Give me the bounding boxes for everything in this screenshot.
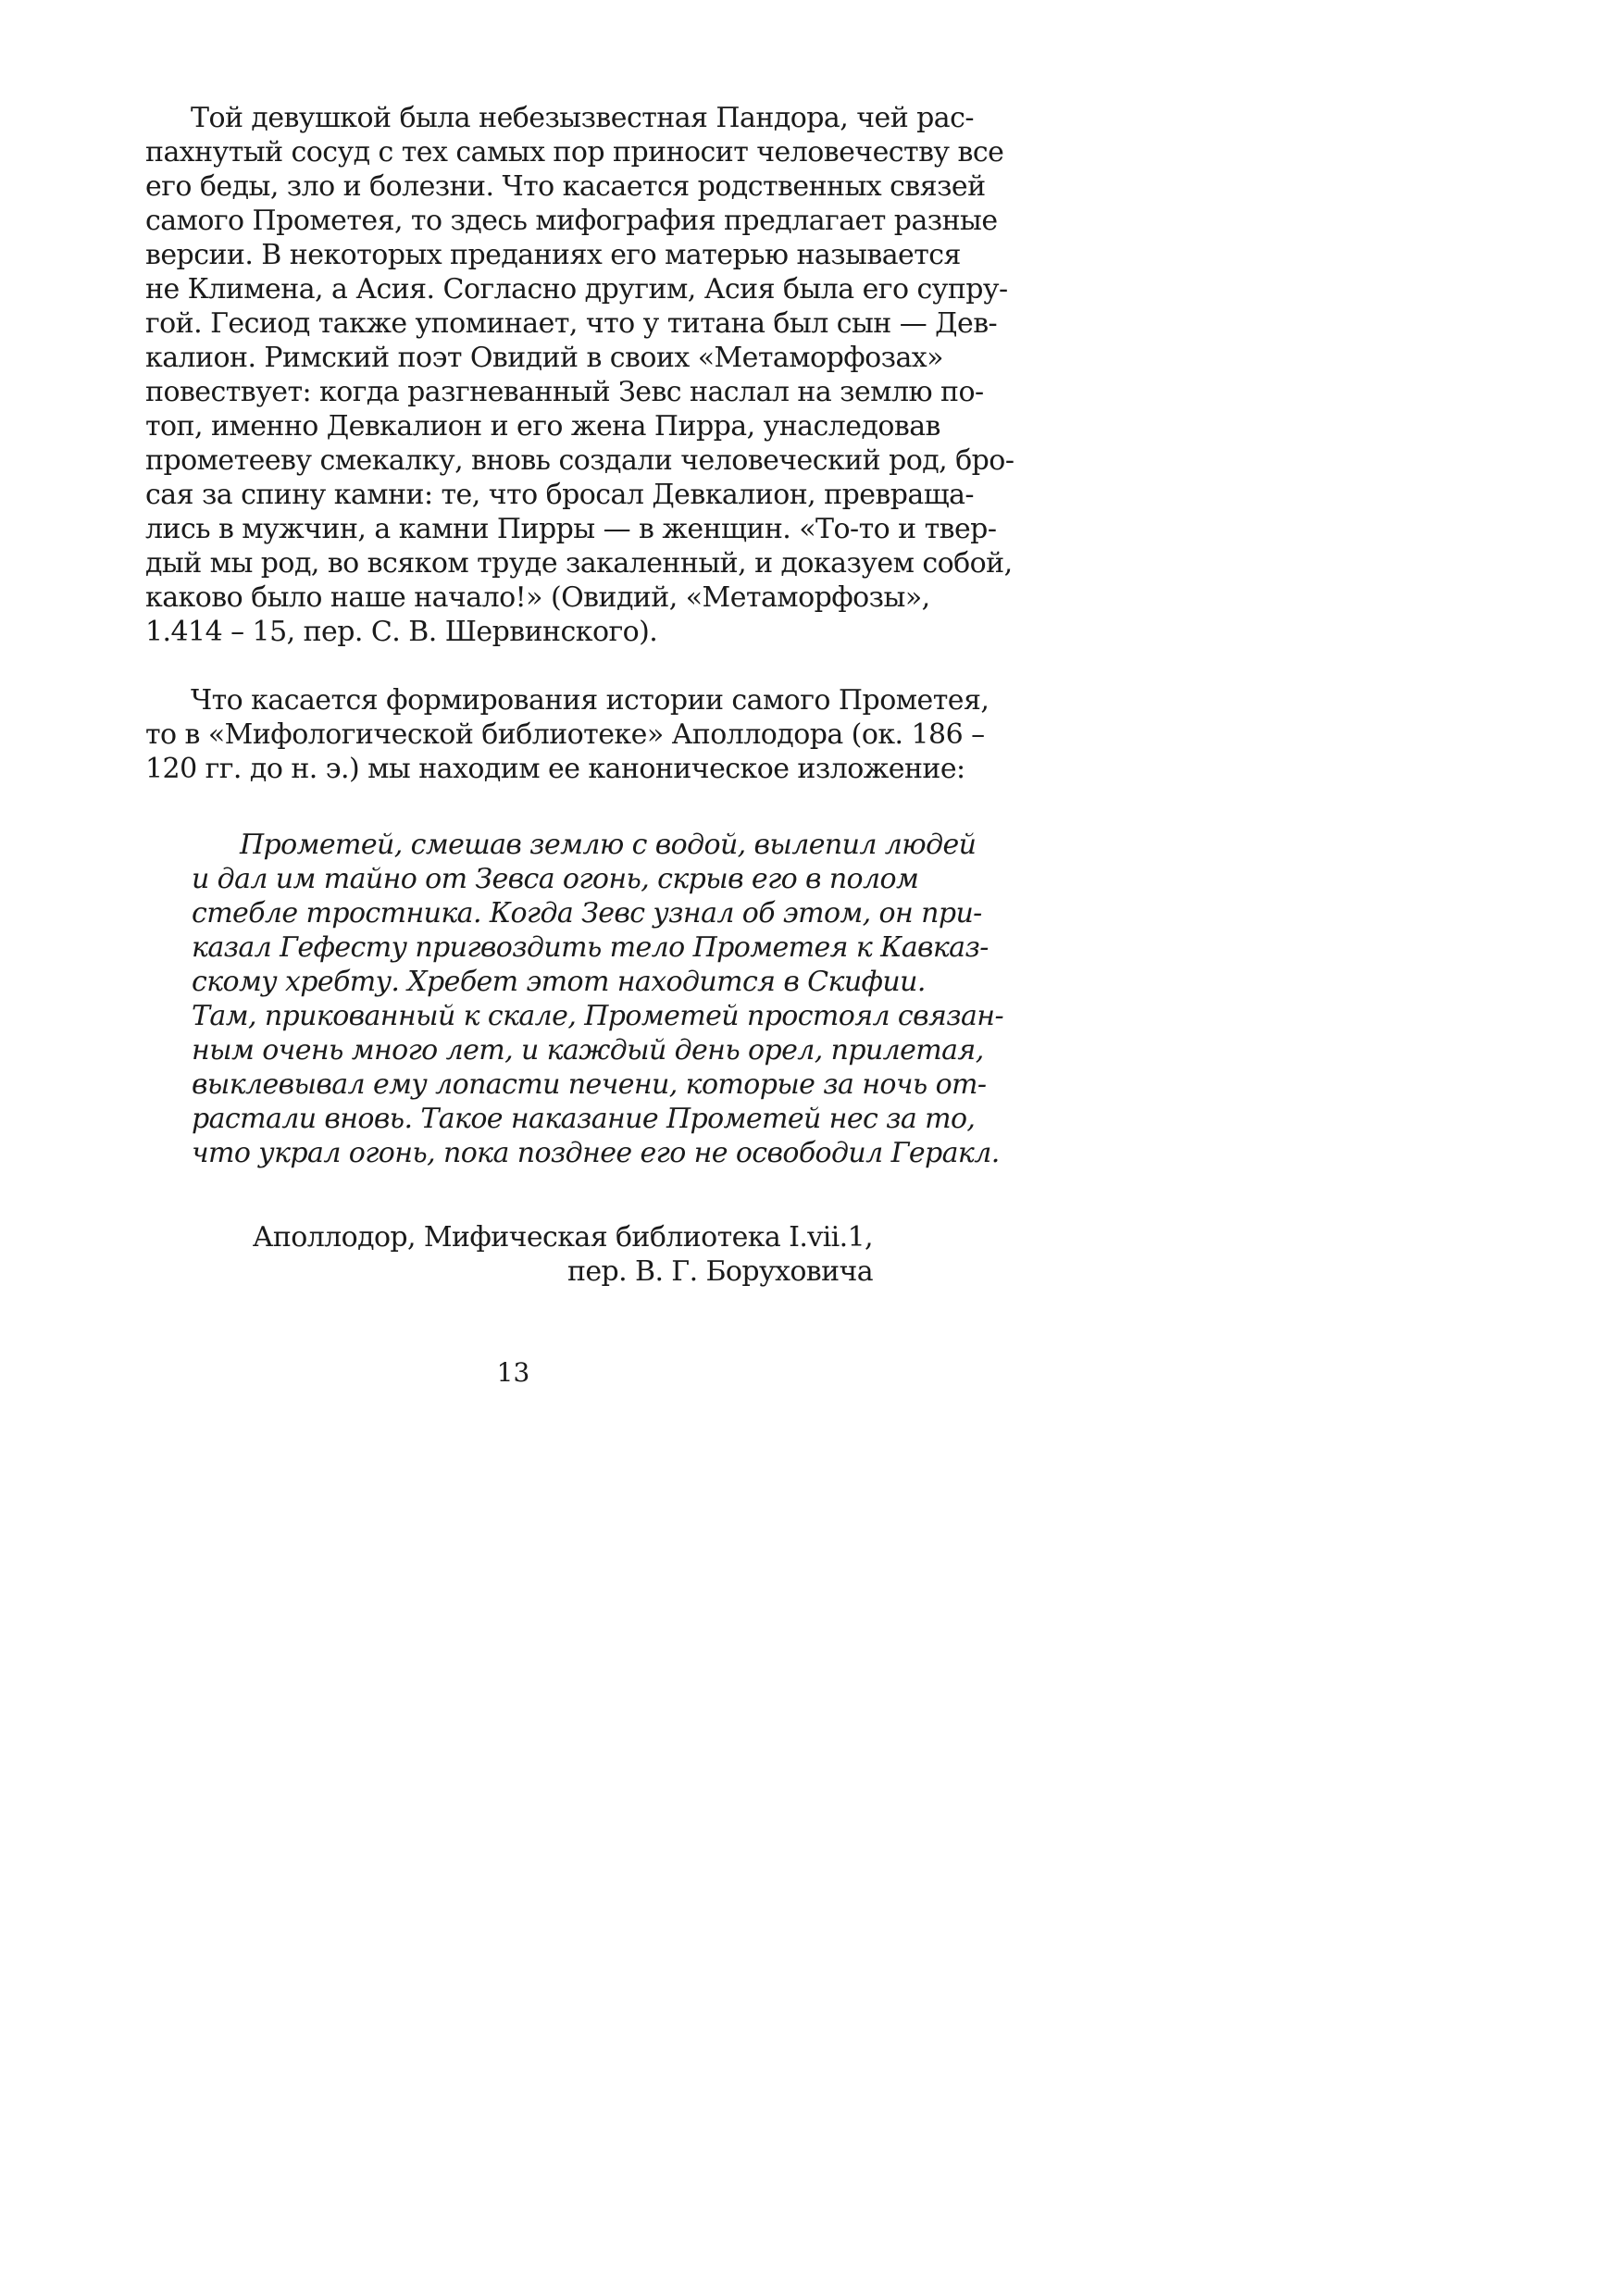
paragraph-1-line: самого Прометея, то здесь мифография предлагает разные [145,205,998,237]
paragraph-1-line: калион. Римский поэт Овидий в своих «Метаморфозах» [145,342,943,374]
paragraph-1-line: прометееву смекалку, вновь создали человеческий род, бро- [145,444,1014,477]
quote-line: растали вновь. Такое наказание Прометей нес за то, [192,1103,976,1135]
paragraph-1-line: Той девушкой была небезызвестная Пандора, чей рас- [191,102,974,134]
quote-line: ным очень много лет, и каждый день орел, прилетая, [192,1034,984,1067]
paragraph-1-line: 1.414 – 15, пер. С. В. Шервинского). [145,616,658,648]
paragraph-1-line: пахнутый сосуд с тех самых пор приносит человечеству все [145,136,1004,168]
quote-line: стебле тростника. Когда Зевс узнал об этом, он при- [192,897,982,930]
paragraph-2-line: то в «Мифологической библиотеке» Аполлодора (ок. 186 – [145,718,985,751]
paragraph-2-line: Что касается формирования истории самого Прометея, [191,684,989,717]
paragraph-1-line: версии. В некоторых преданиях его матерью называется [145,239,961,271]
quote-line: Прометей, смешав землю с водой, вылепил людей [240,829,977,861]
quote-line: что украл огонь, пока позднее его не освободил Геракл. [192,1137,1000,1169]
paragraph-1-line: гой. Гесиод также упоминает, что у титана был сын — Дев- [145,307,998,340]
paragraph-1-line: повествует: когда разгневанный Зевс наслал на землю по- [145,376,984,408]
paragraph-1-line: сая за спину камни: те, что бросал Девкалион, превраща- [145,479,975,511]
quote-line: и дал им тайно от Зевса огонь, скрыв его в полом [192,863,919,895]
paragraph-2-line: 120 гг. до н. э.) мы находим ее каноническое изложение: [145,753,965,785]
paragraph-1-line: топ, именно Девкалион и его жена Пирра, унаследовав [145,410,940,443]
paragraph-1-line: его беды, зло и болезни. Что касается родственных связей [145,170,986,203]
quote-source-line: Аполлодор, Мифическая библиотека I.vii.1, [252,1221,873,1254]
quote-source-line: пер. В. Г. Боруховича [566,1255,873,1288]
paragraph-1-line: каково было наше начало!» (Овидий, «Метаморфозы», [145,581,930,614]
quote-line: казал Гефесту пригвоздить тело Прометея к Кавказ- [192,931,989,964]
paragraph-1-line: дый мы род, во всяком труде закаленный, и доказуем собой, [145,547,1013,580]
quote-line: выклевывал ему лопасти печени, которые за ночь от- [192,1068,987,1101]
paragraph-1-line: лись в мужчин, а камни Пирры — в женщин. «То-то и твер- [145,513,997,545]
quote-line: скому хребту. Хребет этот находится в Скифии. [192,966,926,998]
quote-line: Там, прикованный к скале, Прометей простоял связан- [192,1000,1003,1032]
book-page [0,0,1027,1452]
page-number: 13 [496,1357,530,1388]
paragraph-1-line: не Климена, а Асия. Согласно другим, Асия была его супру- [145,273,1008,306]
